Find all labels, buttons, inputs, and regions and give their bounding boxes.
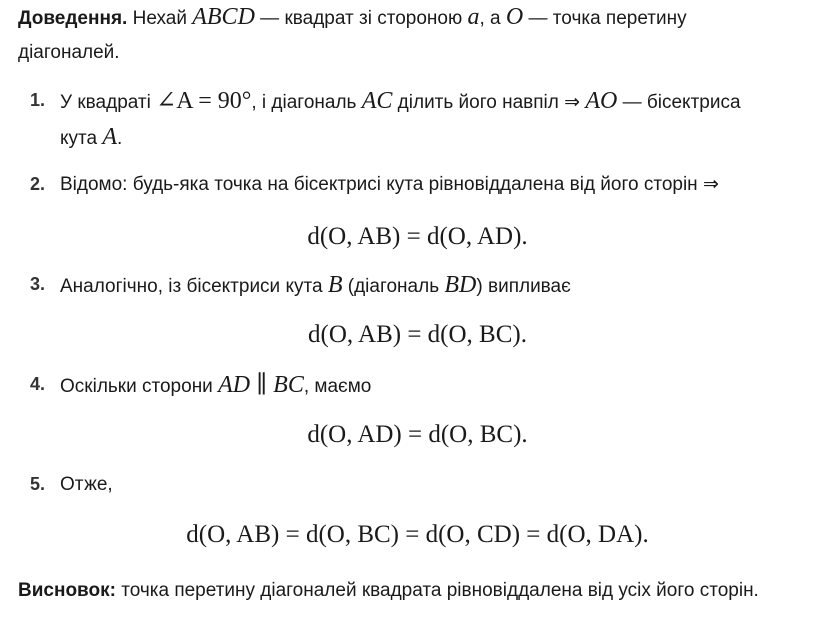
step-3-number: 3. bbox=[30, 274, 46, 294]
step-5-line bbox=[60, 472, 113, 498]
conclusion-text: точка перетину діагоналей квадрата рівновіддалена від усіх його сторін. bbox=[115, 580, 759, 601]
step-1-line-2-text: кута bbox=[60, 128, 103, 149]
step-1-math-ao: AO bbox=[585, 88, 618, 114]
step-4-text-1: Оскільки сторони bbox=[60, 376, 219, 397]
step-4-math-parallel: AD ∥ BC bbox=[218, 372, 304, 398]
intro-text-4: — точка перетину bbox=[523, 8, 687, 29]
step-4-line bbox=[60, 372, 371, 400]
step-5-formula: d(O, AB) = d(O, BC) = d(O, CD) = d(O, DA). bbox=[186, 521, 649, 548]
step-1-number: 1. bbox=[30, 90, 46, 110]
step-3-math-bd: BD bbox=[444, 272, 477, 298]
step-1-line-1 bbox=[60, 88, 741, 116]
intro-math-o: O bbox=[505, 4, 524, 30]
step-3-formula: d(O, AB) = d(O, BC). bbox=[308, 321, 527, 348]
step-4-number: 4. bbox=[30, 374, 46, 394]
step-1-math-angle: ∠A = 90° bbox=[156, 88, 252, 114]
step-1-text-3: ділить його навпіл ⇒ bbox=[392, 92, 586, 113]
step-4-formula: d(O, AD) = d(O, BC). bbox=[307, 421, 528, 448]
step-5-number: 5. bbox=[30, 474, 46, 494]
intro-math-a: a bbox=[467, 4, 480, 30]
intro-line-2-text: діагоналей. bbox=[18, 42, 120, 63]
step-3-line bbox=[60, 272, 571, 300]
step-2-text: Відомо: будь-яка точка на бісектрисі кута рівновіддалена від його сторін ⇒ bbox=[60, 174, 719, 195]
step-2-number: 2. bbox=[30, 174, 46, 194]
intro-line-2 bbox=[18, 40, 120, 66]
step-1-line-2-end: . bbox=[117, 128, 123, 149]
step-1-text-2: , і діагональ bbox=[251, 92, 362, 113]
step-2-formula: d(O, AB) = d(O, AD). bbox=[307, 223, 528, 250]
conclusion-label: Висновок: bbox=[18, 580, 116, 601]
step-1-text-1: У квадраті bbox=[60, 92, 157, 113]
proof-label: Доведення. bbox=[18, 8, 128, 29]
intro-line-1 bbox=[18, 4, 687, 32]
step-3-text-2: (діагональ bbox=[342, 276, 445, 297]
intro-text-3: , а bbox=[479, 8, 506, 29]
step-1-text-4: — бісектриса bbox=[617, 92, 741, 113]
step-2-line bbox=[60, 172, 719, 198]
step-3-math-b: B bbox=[327, 272, 343, 298]
step-5-text: Отже, bbox=[60, 474, 113, 495]
step-1-line-2 bbox=[60, 124, 122, 152]
conclusion-line bbox=[18, 578, 759, 604]
intro-text-1: Нехай bbox=[127, 8, 193, 29]
intro-math-abcd: ABCD bbox=[192, 4, 255, 30]
step-3-text-3: ) випливає bbox=[476, 276, 571, 297]
step-4-text-2: , маємо bbox=[303, 376, 372, 397]
step-1-math-ac: AC bbox=[361, 88, 393, 114]
intro-text-2: — квадрат зі стороною bbox=[254, 8, 468, 29]
step-1-math-a: A bbox=[102, 124, 118, 150]
step-3-text-1: Аналогічно, із бісектриси кута bbox=[60, 276, 328, 297]
